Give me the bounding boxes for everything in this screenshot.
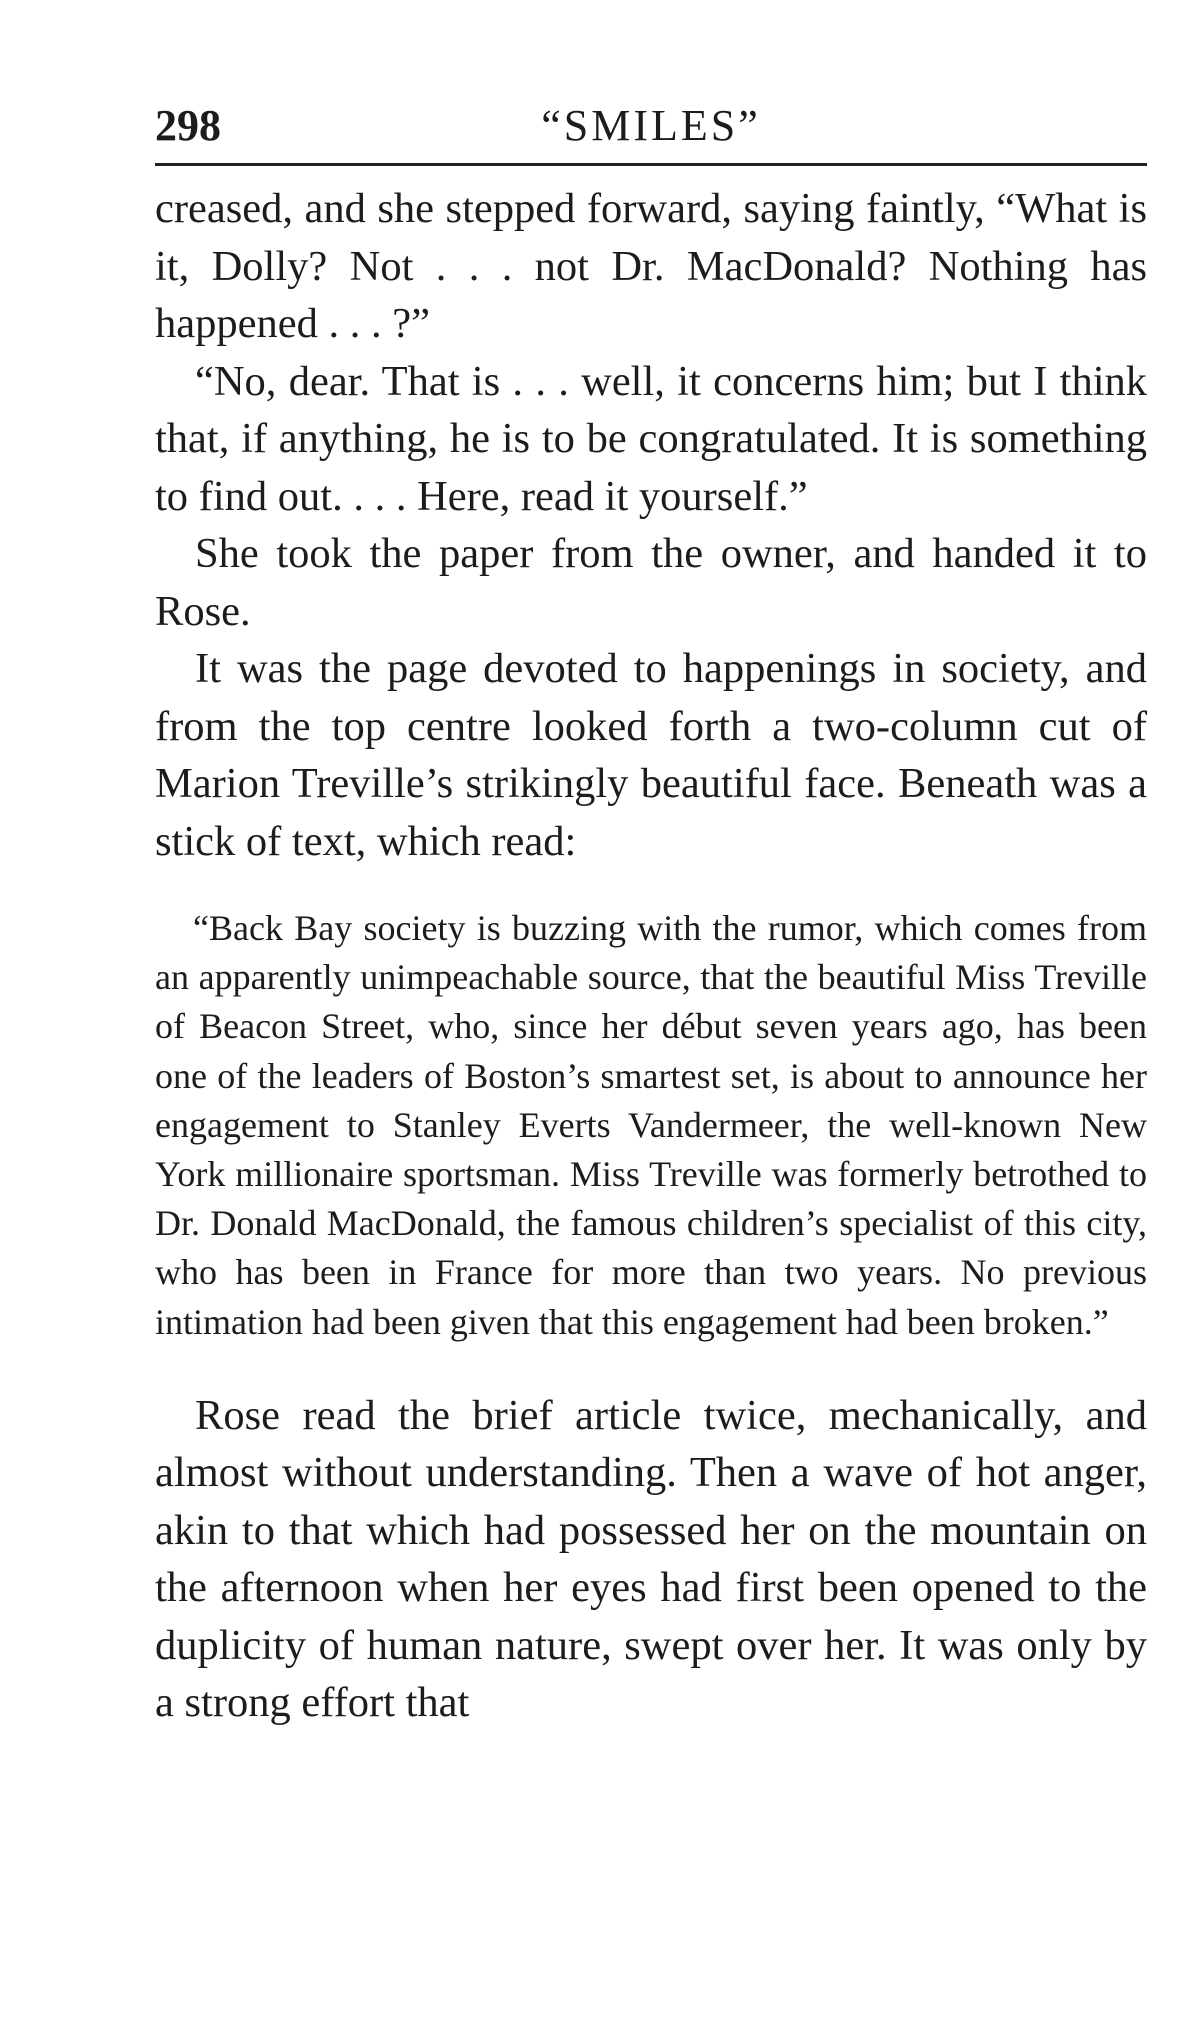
paragraph: Rose read the brief article twice, mechanically, and almost without understanding. Then a wave of hot anger, akin to that which had possessed her on the mountain on the afternoon when her eyes had first been opened to the duplicity of human nature, swept over her. It was only by a strong effort that (155, 1391, 1147, 1727)
book-page (155, 95, 1147, 1732)
paragraph: “No, dear. That is . . . well, it concerns him; but I think that, if anything, he is to be congratulated. It is something to find out. . . . Here, read it yourself.” (155, 357, 1147, 520)
paragraph: It was the page devoted to happenings in society, and from the top centre looked forth a two-column cut of Marion Treville’s strikingly beautiful face. Beneath was a stick of text, which read: (155, 645, 1147, 865)
body-text (155, 180, 1147, 1732)
page-number: 298 (155, 101, 221, 150)
quote-text: “Back Bay society is buzzing with the rumor, which comes from an apparently unimpeachable source, that the beautiful Miss Treville of Beacon Street, who, since her début seven years ago, has been one of the leaders of Boston’s smartest set, is about to announce her engagement to Stanley Everts Vandermeer, the well-known New York millionaire sportsman. Miss Treville was formerly betrothed to Dr. Donald MacDonald, the famous children’s specialist of this city, who has been in France for more than two years. No previous intimation had been given that this engagement had been broken.” (155, 908, 1147, 1342)
running-title: “SMILES” (541, 101, 761, 150)
newspaper-quote (155, 904, 1147, 1347)
header-rule (155, 163, 1147, 166)
paragraph-continued: creased, and she stepped forward, saying faintly, “What is it, Dolly? Not . . . not Dr. MacDonald? Nothing has happened . . . ?” (155, 185, 1147, 347)
page-header (155, 95, 1147, 157)
paragraph: She took the paper from the owner, and handed it to Rose. (155, 530, 1147, 635)
